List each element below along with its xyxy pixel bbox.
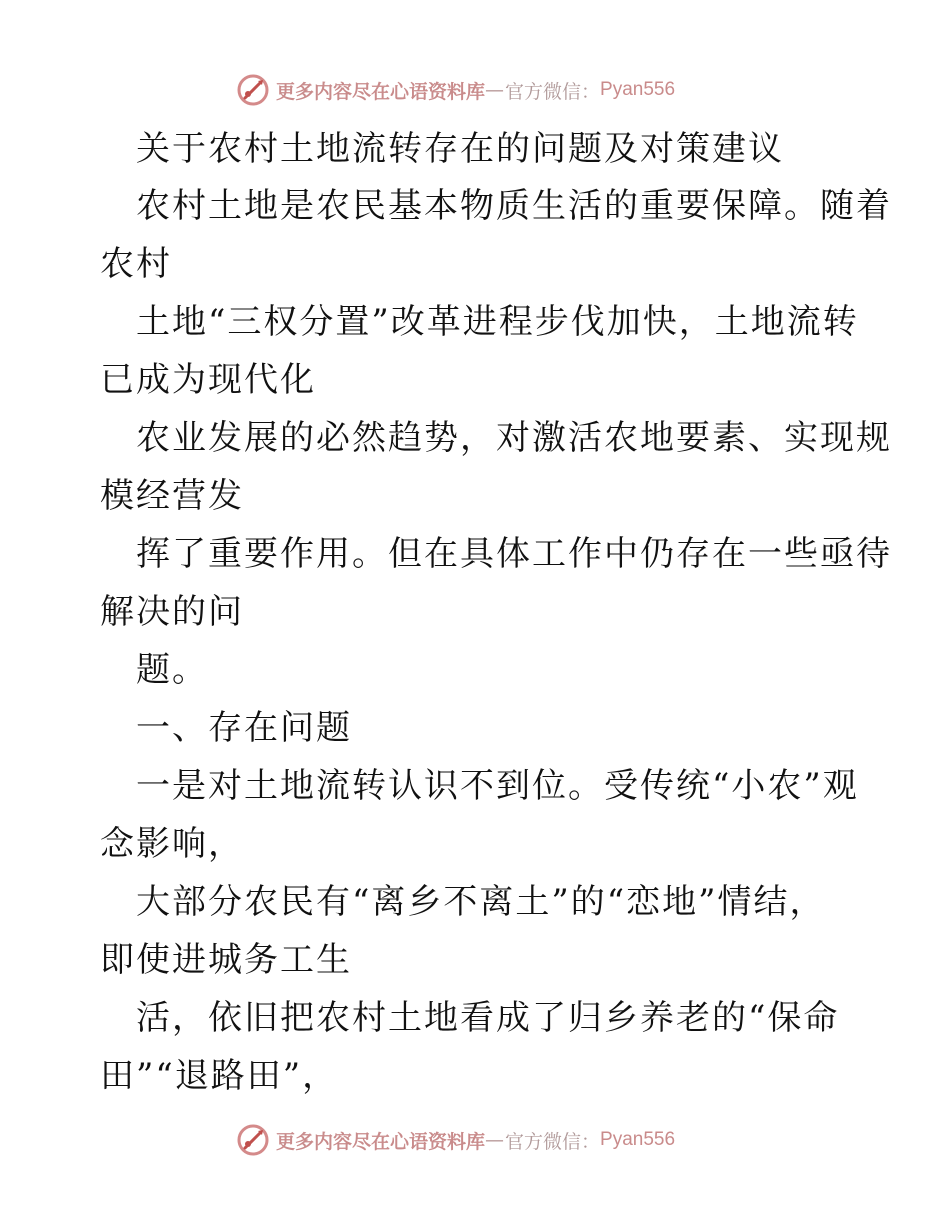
text-line: 模经营发 [100, 476, 244, 516]
watermark-separator: — [485, 1129, 506, 1151]
text-line: 念影响， [100, 824, 244, 864]
watermark-wechat-id: Pyan556 [600, 1129, 676, 1150]
watermark-site-name: 更多内容尽在心语资料库 [276, 1130, 486, 1153]
watermark-header [236, 72, 675, 108]
text-line: 挥了重要作用。但在具体工作中仍存在一些亟待 [136, 534, 892, 574]
watermark-footer [236, 1122, 675, 1158]
watermark-site-name: 更多内容尽在心语资料库 [276, 80, 486, 103]
text-line: 土地“三权分置”改革进程步伐加快，土地流转 [136, 302, 859, 342]
text-line: 田”“退路田”， [100, 1056, 339, 1096]
brand-logo-icon [236, 73, 270, 107]
text-line: 解决的问 [100, 592, 244, 632]
watermark-wechat-label: 官方微信： [505, 80, 601, 103]
section-heading: 一、存在问题 [136, 708, 352, 748]
text-line: 即使进城务工生 [100, 940, 352, 980]
text-line: 大部分农民有“离乡不离土”的“恋地”情结， [136, 882, 826, 922]
document-title: 关于农村土地流转存在的问题及对策建议 [136, 129, 784, 169]
watermark-wechat-id: Pyan556 [600, 79, 676, 100]
text-line: 农村土地是农民基本物质生活的重要保障。随着 [136, 186, 892, 226]
text-line: 一是对土地流转认识不到位。受传统“小农”观 [136, 766, 859, 806]
watermark-separator: — [485, 79, 506, 101]
brand-logo-icon [236, 1123, 270, 1157]
text-line: 已成为现代化 [100, 360, 316, 400]
text-line: 农村 [100, 244, 172, 284]
text-line: 题。 [136, 650, 208, 690]
text-line: 农业发展的必然趋势，对激活农地要素、实现规 [136, 418, 892, 458]
text-line: 活，依旧把农村土地看成了归乡养老的“保命 [136, 998, 840, 1038]
watermark-wechat-label: 官方微信： [505, 1130, 601, 1153]
